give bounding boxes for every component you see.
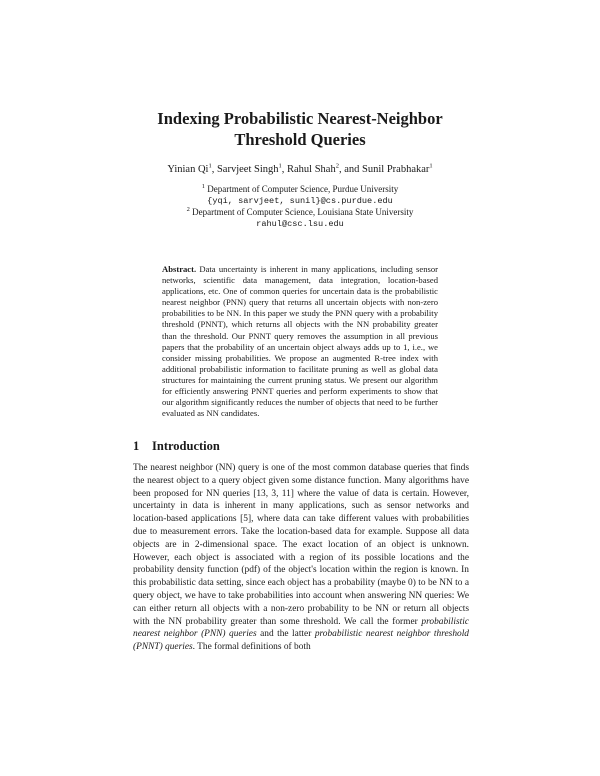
affiliations	[0, 184, 600, 230]
author-3-affil-mark: 2	[335, 162, 339, 170]
abstract-text: Data uncertainty is inherent in many applications, including sensor networks, scientific data management, data integration, location-based applications, etc. One of common queries for uncertain data is the probabilistic nearest neighbor (PNN) query that returns all uncertain objects with non-zero probabilities to be NN. In this paper we study the PNN query with a probability threshold (PNNT), which returns all objects with the NN probability greater than the threshold. Our PNNT query removes the assumption in all previous papers that the probability of an uncertain object always adds up to 1, i.e., we consider missing probabilities. We propose an augmented R-tree index with additional probabilistic information to facilitate pruning as well as global data structures for maintaining the current pruning status. We present our algorithm for efficiently answering PNNT queries and perform experiments to show that our algorithm significantly reduces the number of objects that need to be further evaluated as NN candidates.	[162, 264, 438, 419]
affiliation-2-email: rahul@csc.lsu.edu	[256, 218, 344, 229]
abstract	[162, 264, 438, 419]
author-4: , and Sunil Prabhakar	[338, 164, 430, 175]
affiliation-1-name: Department of Computer Science, Purdue University	[205, 184, 399, 194]
affiliation-1-mark: 1	[201, 183, 206, 190]
affiliation-2-mark: 2	[186, 206, 190, 213]
author-2: , Sarvjeet Singh	[211, 164, 279, 175]
author-1: Yinian Qi	[167, 164, 209, 175]
section-title: Introduction	[152, 439, 220, 453]
intro-text: The nearest neighbor (NN) query is one of the most common database queries that finds the nearest object to a query object given some distance function. Many algorithms have been proposed for NN queries [13, 3, 11] where the value of data is certain. However, uncertainty in data is inherent in many applications, such as sensor networks and location-based applications [5], where data can take different values with probabilities due to measurement errors. Take the location-based data for example. Suppose all data objects are in 2-dimensional space. The exact location of an object is unknown. However, each object is associated with a region of its possible locations and the probability density function (pdf) of the object's location within the region is known. In this probabilistic data setting, since each object has a probability (maybe 0) to be NN to a query object, we have to take probabilities into account when answering NN queries: We can either return all objects with a non-zero probability to be NN or return all objects with the NN probability greater than some threshold. We call the former	[133, 463, 469, 627]
intro-text-tail: . The formal definitions of both	[192, 642, 311, 653]
author-list	[0, 163, 600, 176]
title-line-2: Threshold Queries	[234, 130, 366, 149]
affiliation-1	[0, 184, 600, 196]
section-number: 1	[133, 439, 140, 453]
author-3: , Rahul Shah	[281, 164, 336, 175]
intro-paragraph	[133, 462, 469, 654]
section-heading	[133, 438, 220, 454]
affiliation-2	[0, 207, 600, 219]
author-1-affil-mark: 1	[208, 162, 212, 170]
paper-title	[0, 108, 600, 150]
author-4-affil-mark: 1	[429, 162, 433, 170]
affiliation-1-email: {yqi, sarvjeet, sunil}@cs.purdue.edu	[207, 195, 393, 206]
title-line-1: Indexing Probabilistic Nearest-Neighbor	[157, 109, 443, 128]
pnnt-term: probabilistic nearest neighbor threshold (PNNT) queries	[133, 629, 469, 653]
abstract-label: Abstract.	[162, 264, 197, 274]
author-2-affil-mark: 1	[278, 162, 282, 170]
intro-text-mid: and the latter	[256, 629, 315, 640]
pnn-term: probabilistic nearest neighbor (PNN) queries	[133, 616, 469, 640]
affiliation-2-name: Department of Computer Science, Louisiana State University	[189, 207, 414, 217]
